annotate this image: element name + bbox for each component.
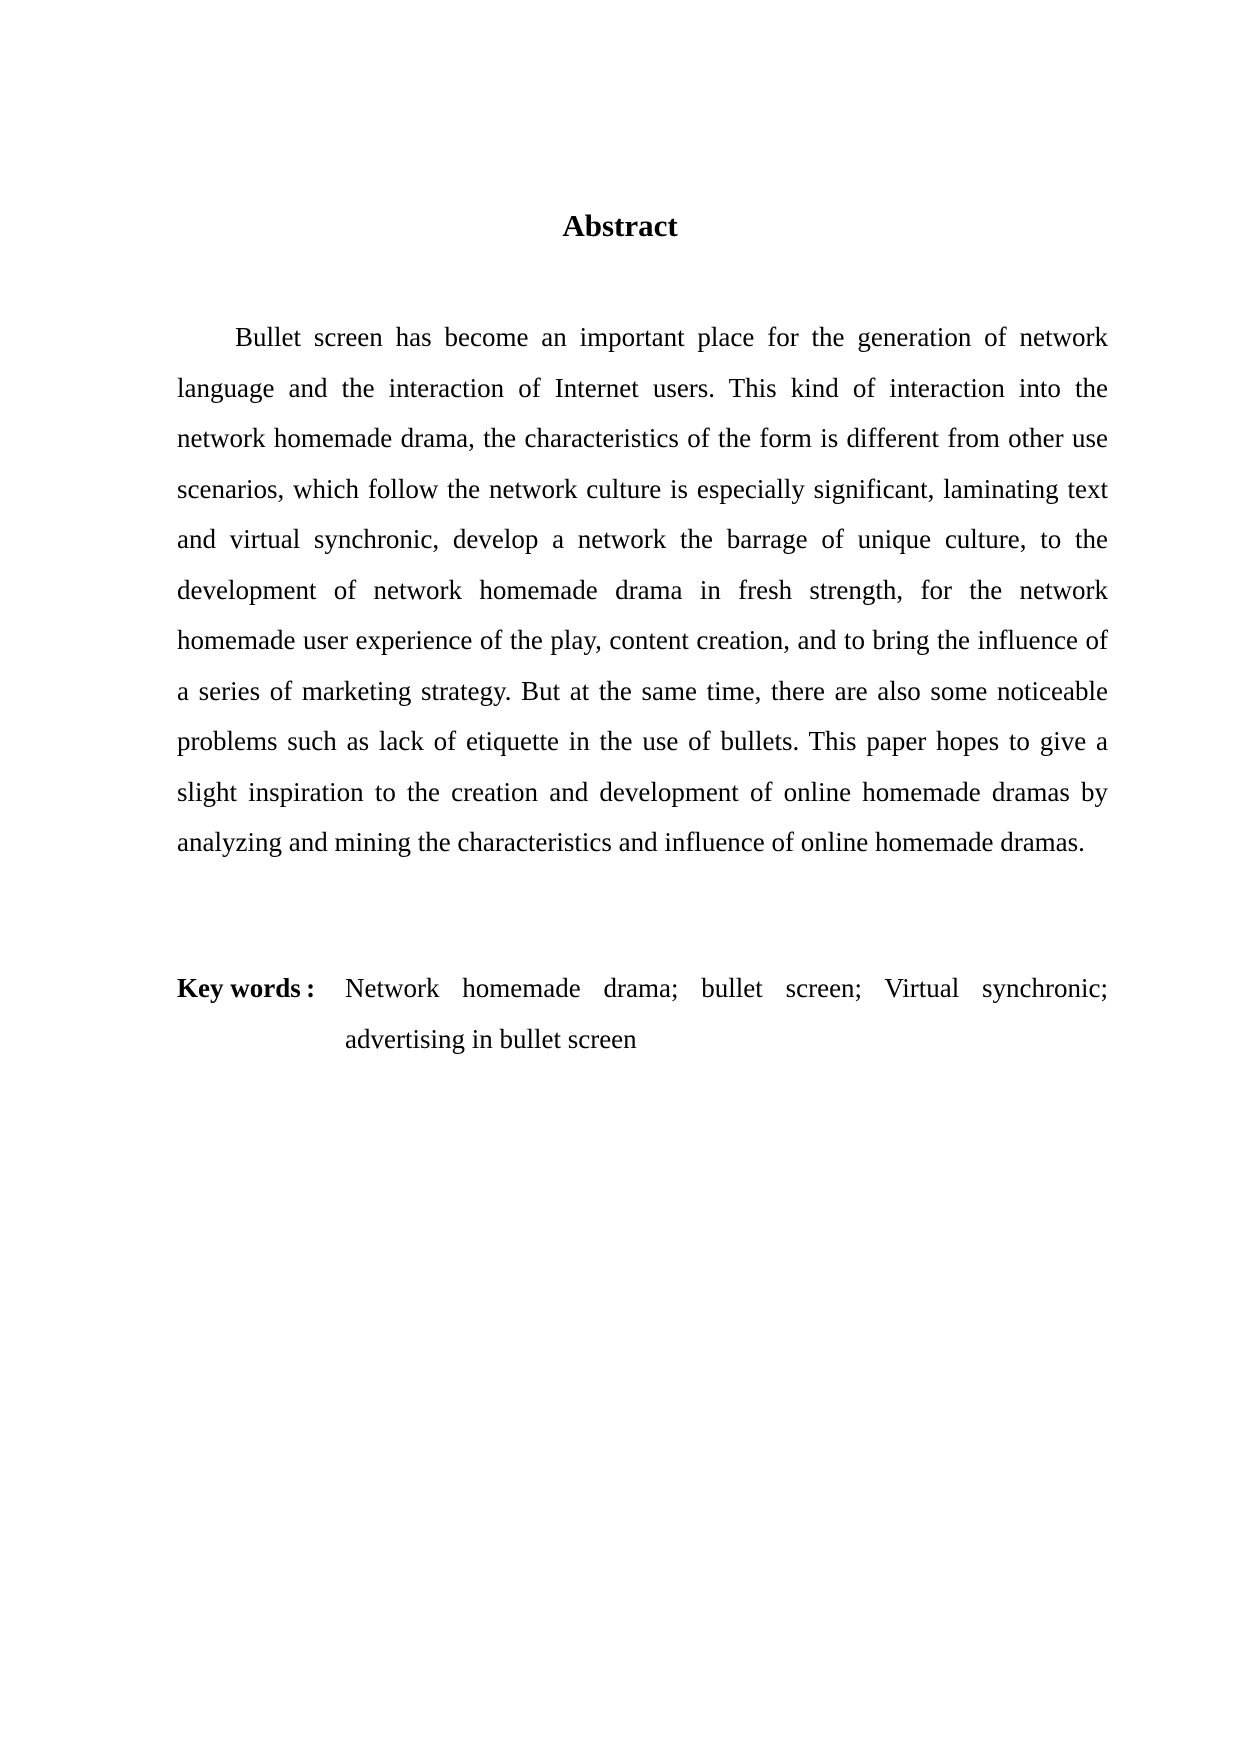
keywords-section	[177, 963, 1108, 1064]
keywords-text: Network homemade drama; bullet screen; Virtual synchronic; advertising in bullet screen	[345, 973, 1108, 1054]
abstract-title: Abstract	[562, 208, 678, 243]
abstract-paragraph: Bullet screen has become an important place for the generation of network language and the interaction of Internet users. This kind of interaction into the network homemade drama, the characteristics of the form is different from other use scenarios, which follow the network culture is especially significant, laminating text and virtual synchronic, develop a network the barrage of unique culture, to the development of network homemade drama in fresh strength, for the network homemade user experience of the play, content creation, and to bring the influence of a series of marketing strategy. But at the same time, there are also some noticeable problems such as lack of etiquette in the use of bullets. This paper hopes to give a slight inspiration to the creation and development of online homemade dramas by analyzing and mining the characteristics and influence of online homemade dramas.	[177, 322, 1108, 857]
keywords-label: Key words :	[177, 973, 316, 1003]
